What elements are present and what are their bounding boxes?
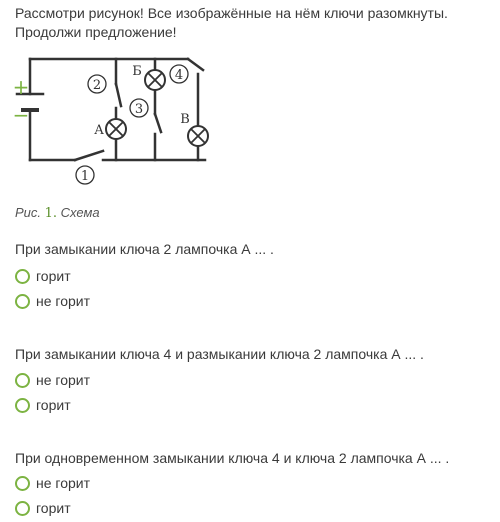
option-label: горит (36, 500, 71, 516)
question-2-text: При замыкании ключа 4 и размыкании ключа 2 лампочка А ... . (15, 346, 424, 362)
task-instruction: Рассмотри рисунок! Все изображённые на нём ключи разомкнуты. Продолжи предложение! (15, 5, 448, 40)
radio-button[interactable] (15, 398, 30, 413)
option-label: не горит (36, 475, 91, 491)
option-label: не горит (36, 293, 91, 309)
caption-prefix: Рис. (15, 205, 42, 220)
radio-button[interactable] (15, 294, 30, 309)
minus-sign: − (13, 103, 30, 127)
caption-number: 1. (44, 206, 58, 221)
lamp-v-label: В (180, 112, 190, 127)
figure-caption (15, 205, 100, 221)
radio-button[interactable] (15, 476, 30, 491)
radio-button[interactable] (15, 269, 30, 284)
question-1-text: При замыкании ключа 2 лампочка А ... . (15, 241, 274, 257)
question-3-option-2[interactable] (15, 500, 71, 516)
question-2-option-2[interactable] (15, 397, 71, 413)
key-3-label: 3 (134, 102, 144, 117)
plus-sign: + (13, 75, 30, 99)
question-2-option-1[interactable] (15, 372, 90, 388)
lamp-a-label: А (94, 123, 104, 138)
question-1-option-1[interactable] (15, 268, 71, 284)
key-2-label: 2 (92, 78, 102, 93)
option-label: горит (36, 397, 71, 413)
key-1-label: 1 (80, 169, 90, 184)
option-label: горит (36, 268, 71, 284)
radio-button[interactable] (15, 373, 30, 388)
radio-button[interactable] (15, 501, 30, 516)
question-1-option-2[interactable] (15, 293, 90, 309)
caption-title: Схема (60, 205, 100, 220)
question-3-option-1[interactable] (15, 475, 90, 491)
option-label: не горит (36, 372, 91, 388)
question-3-text: При одновременном замыкании ключа 4 и ключа 2 лампочка А ... . (15, 450, 450, 466)
key-4-label: 4 (174, 68, 184, 83)
lamp-b-label: Б (132, 64, 142, 79)
circuit-diagram (13, 50, 213, 190)
